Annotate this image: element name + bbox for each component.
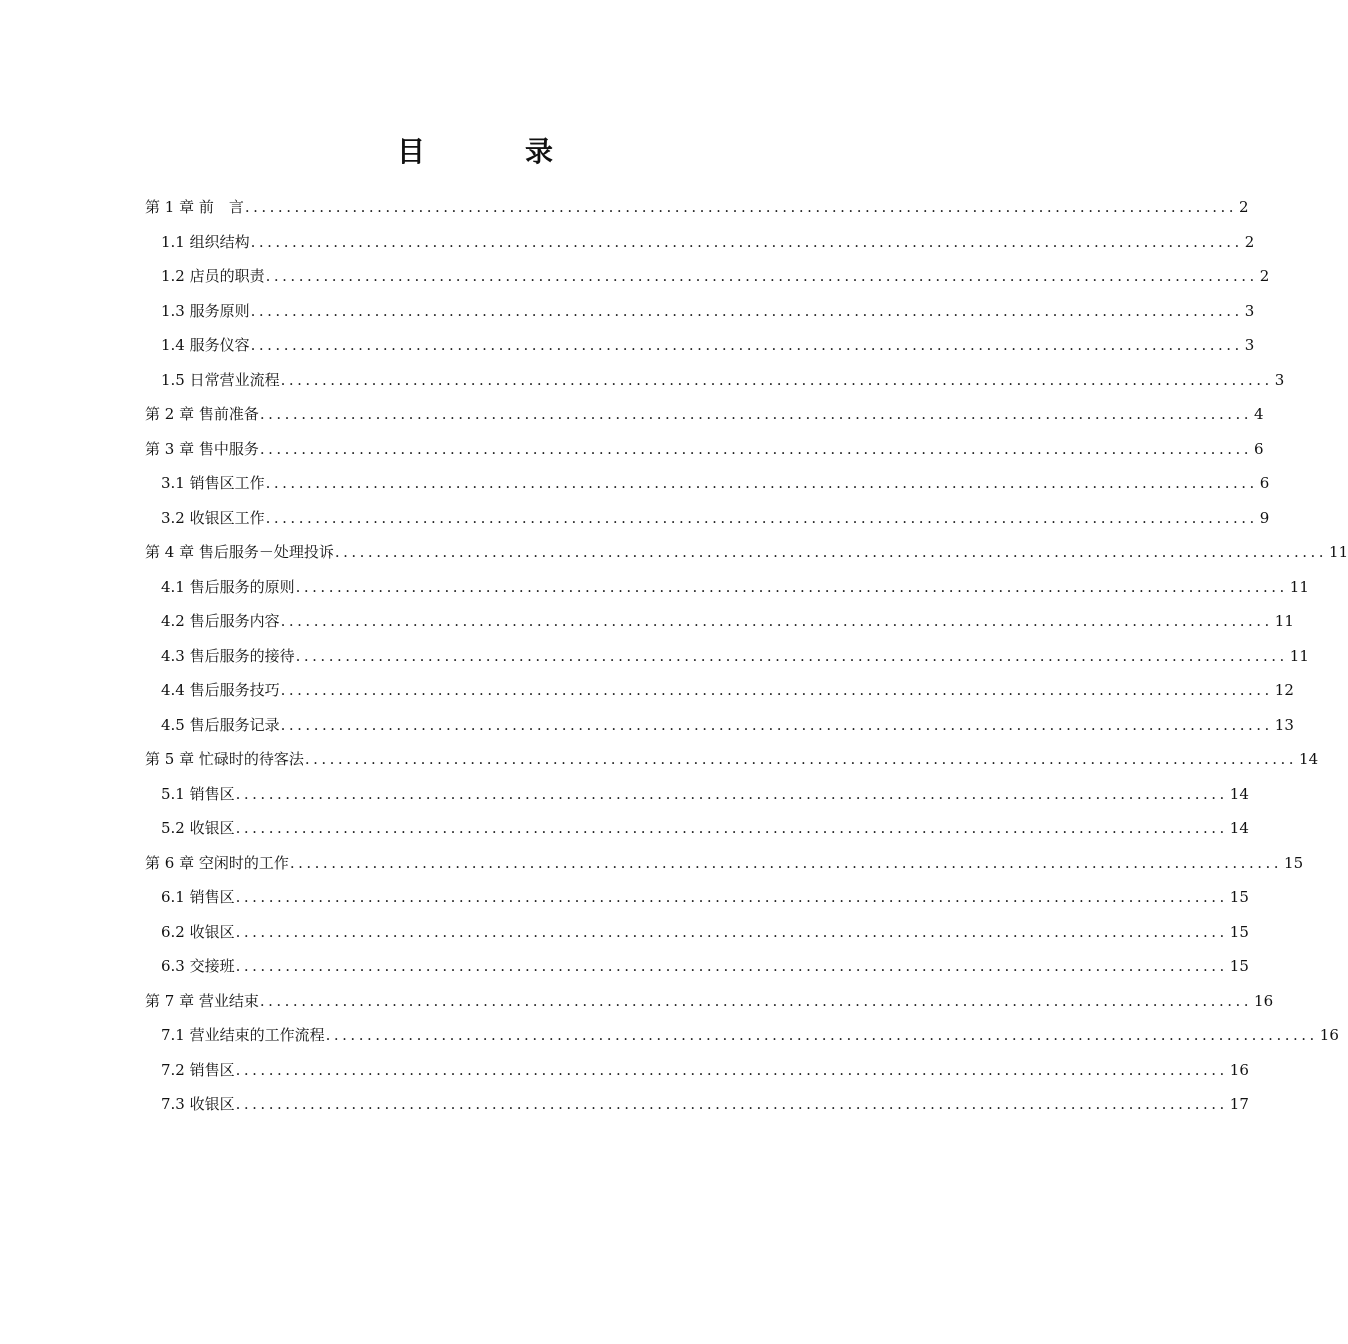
toc-section-entry[interactable]	[145, 466, 1270, 501]
toc-entry-label: 3.2 收银区工作	[161, 508, 265, 527]
toc-dot-leader: ........................................................................................................................	[235, 784, 1228, 803]
toc-page-number: 4	[1254, 405, 1264, 423]
toc-dot-leader: ........................................................................................................................	[280, 612, 1273, 630]
toc-section-entry[interactable]	[145, 259, 1270, 294]
toc-section-entry[interactable]	[145, 639, 1309, 674]
toc-entry-label: 6.1 销售区	[161, 888, 235, 906]
toc-entry-label: 5.2 收银区	[161, 819, 235, 837]
toc-entry-label: 6.3 交接班	[161, 957, 235, 975]
toc-dot-leader: ........................................................................................................................	[235, 1060, 1228, 1079]
toc-entry-label: 1.1 组织结构	[161, 232, 250, 251]
toc-page-number: 14	[1299, 750, 1319, 768]
toc-entry-label: 第 3 章 售中服务	[145, 439, 259, 458]
toc-page-number: 16	[1319, 1026, 1339, 1044]
toc-dot-leader: ........................................................................................................................	[235, 1095, 1228, 1113]
toc-dot-leader: ........................................................................................................................	[244, 198, 1238, 216]
toc-section-entry[interactable]	[145, 880, 1249, 915]
toc-dot-leader: ........................................................................................................................	[334, 543, 1328, 561]
toc-entry-label: 1.2 店员的职责	[161, 267, 265, 285]
toc-entry-label: 7.1 营业结束的工作流程	[161, 1026, 325, 1044]
toc-entry-label: 4.2 售后服务内容	[161, 612, 280, 630]
toc-section-entry[interactable]	[145, 949, 1249, 984]
toc-entry-label: 第 5 章 忙碌时的待客法	[145, 750, 304, 768]
toc-page-number: 11	[1289, 646, 1309, 665]
toc-page-number: 14	[1229, 819, 1249, 837]
toc-section-entry[interactable]	[145, 501, 1270, 536]
toc-page-number: 15	[1229, 888, 1249, 906]
toc-entry-label: 7.2 销售区	[161, 1060, 235, 1079]
toc-section-entry[interactable]	[145, 1018, 1339, 1053]
toc-page-number: 11	[1289, 577, 1309, 596]
toc-dot-leader: ........................................................................................................................	[265, 267, 1258, 285]
toc-entry-label: 6.2 收银区	[161, 922, 235, 941]
toc-page-number: 14	[1229, 784, 1249, 803]
toc-entry-label: 4.1 售后服务的原则	[161, 577, 295, 596]
toc-dot-leader: ........................................................................................................................	[280, 715, 1273, 734]
toc-dot-leader: ........................................................................................................................	[259, 439, 1253, 458]
toc-dot-leader: ........................................................................................................................	[250, 232, 1243, 251]
toc-entry-label: 第 4 章 售后服务－处理投诉	[145, 543, 334, 561]
toc-dot-leader: ........................................................................................................................	[250, 336, 1243, 354]
toc-dot-leader: ........................................................................................................................	[265, 508, 1258, 527]
toc-entry-label: 3.1 销售区工作	[161, 474, 265, 492]
toc-section-entry[interactable]	[145, 1053, 1249, 1088]
toc-page-number: 11	[1329, 543, 1348, 561]
toc-dot-leader: ........................................................................................................................	[304, 750, 1298, 768]
toc-entry-label: 第 6 章 空闲时的工作	[145, 853, 289, 872]
toc-chapter-entry[interactable]	[145, 432, 1264, 467]
toc-entry-label: 4.4 售后服务技巧	[161, 681, 280, 699]
toc-dot-leader: ........................................................................................................................	[235, 957, 1228, 975]
table-of-contents	[145, 190, 1348, 1122]
toc-section-entry[interactable]	[145, 294, 1255, 329]
toc-page-number: 2	[1259, 267, 1270, 285]
toc-page-number: 15	[1229, 922, 1249, 941]
toc-section-entry[interactable]	[145, 328, 1255, 363]
toc-page-number: 3	[1274, 370, 1285, 389]
toc-page-number: 6	[1254, 439, 1264, 458]
toc-dot-leader: ........................................................................................................................	[265, 474, 1258, 492]
toc-section-entry[interactable]	[145, 604, 1294, 639]
toc-section-entry[interactable]	[145, 811, 1249, 846]
toc-section-entry[interactable]	[145, 673, 1294, 708]
toc-page-number: 13	[1274, 715, 1294, 734]
toc-section-entry[interactable]	[145, 570, 1309, 605]
toc-dot-leader: ........................................................................................................................	[325, 1026, 1318, 1044]
toc-dot-leader: ........................................................................................................................	[250, 301, 1243, 320]
toc-page-number: 15	[1284, 853, 1304, 872]
toc-page-number: 15	[1229, 957, 1249, 975]
toc-entry-label: 4.3 售后服务的接待	[161, 646, 295, 665]
toc-page-number: 16	[1254, 991, 1274, 1010]
toc-chapter-entry[interactable]	[145, 984, 1274, 1019]
toc-dot-leader: ........................................................................................................................	[280, 681, 1273, 699]
toc-dot-leader: ........................................................................................................................	[235, 819, 1228, 837]
toc-page-number: 3	[1244, 301, 1255, 320]
toc-section-entry[interactable]	[145, 915, 1249, 950]
toc-dot-leader: ........................................................................................................................	[235, 888, 1228, 906]
toc-section-entry[interactable]	[145, 708, 1294, 743]
toc-chapter-entry[interactable]	[145, 535, 1348, 570]
toc-page-number: 2	[1239, 198, 1249, 216]
toc-page-number: 17	[1229, 1095, 1249, 1113]
toc-dot-leader: ........................................................................................................................	[259, 405, 1253, 423]
toc-dot-leader: ........................................................................................................................	[295, 577, 1288, 596]
toc-chapter-entry[interactable]	[145, 397, 1264, 432]
toc-section-entry[interactable]	[145, 225, 1255, 260]
toc-section-entry[interactable]	[145, 1087, 1249, 1122]
toc-section-entry[interactable]	[145, 777, 1249, 812]
toc-page-number: 2	[1244, 232, 1255, 251]
toc-page-number: 9	[1259, 508, 1270, 527]
toc-dot-leader: ........................................................................................................................	[295, 646, 1288, 665]
toc-section-entry[interactable]	[145, 363, 1285, 398]
toc-entry-label: 1.3 服务原则	[161, 301, 250, 320]
toc-entry-label: 第 2 章 售前准备	[145, 405, 259, 423]
toc-page-number: 6	[1259, 474, 1270, 492]
toc-chapter-entry[interactable]	[145, 846, 1304, 881]
toc-entry-label: 第 1 章 前 言	[145, 198, 244, 216]
toc-dot-leader: ........................................................................................................................	[235, 922, 1228, 941]
toc-page-number: 16	[1229, 1060, 1249, 1079]
toc-page-number: 12	[1274, 681, 1294, 699]
toc-chapter-entry[interactable]	[145, 742, 1319, 777]
toc-entry-label: 4.5 售后服务记录	[161, 715, 280, 734]
toc-dot-leader: ........................................................................................................................	[259, 991, 1253, 1010]
toc-page-number: 11	[1274, 612, 1294, 630]
toc-dot-leader: ........................................................................................................................	[280, 370, 1273, 389]
toc-entry-label: 1.5 日常营业流程	[161, 370, 280, 389]
toc-entry-label: 1.4 服务仪容	[161, 336, 250, 354]
toc-entry-label: 第 7 章 营业结束	[145, 991, 259, 1010]
toc-entry-label: 7.3 收银区	[161, 1095, 235, 1113]
toc-title: 目 录	[396, 135, 589, 168]
toc-entry-label: 5.1 销售区	[161, 784, 235, 803]
toc-dot-leader: ........................................................................................................................	[289, 853, 1283, 872]
toc-chapter-entry[interactable]	[145, 190, 1249, 225]
toc-page-number: 3	[1244, 336, 1255, 354]
